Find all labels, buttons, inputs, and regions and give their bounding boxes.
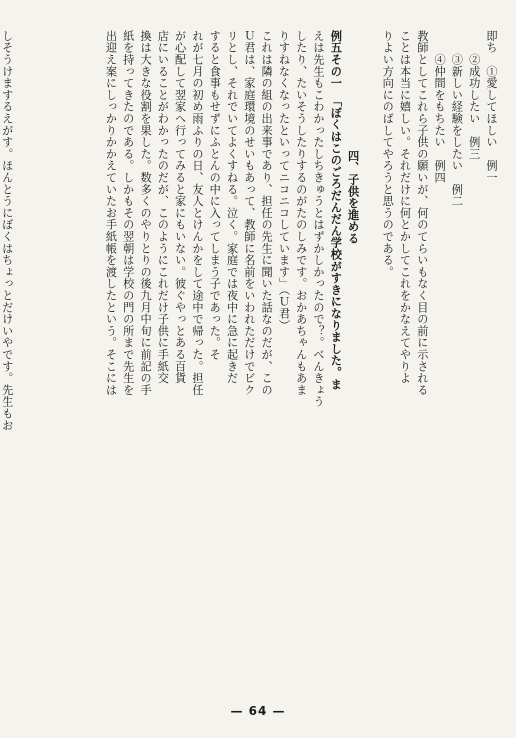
text-line: 紙を持ってきたのである。しかもその翌朝は学校の門の所まで先生を xyxy=(121,30,135,396)
vertical-text-body xyxy=(0,30,500,685)
text-line: したり、たいそうしたりするのがたのしみです。おかあちゃんもあま xyxy=(294,30,308,396)
text-line: 四、子供を進める xyxy=(346,150,361,245)
line-spacer xyxy=(50,30,67,685)
text-line: ②成功したい 例三 xyxy=(467,30,481,160)
text-line: 出迎え案にしっかりかかえていたお手紙帳を渡したという。そこには xyxy=(104,30,118,396)
text-line: これは隣の組の出来事であり、担任の先生に聞いた話なのだが、この xyxy=(260,30,274,396)
text-line: 例五その一 「ぼくはこのごろだんだん学校がすきになりました。ま xyxy=(329,30,344,391)
text-line: しそうけまするえがす。ほんとうにぼくはちょっとだけいやです。先生もお xyxy=(0,30,14,432)
text-line: 換は大きな役割を果した。数多くのやりとりの後九月中旬に前記の手 xyxy=(139,30,153,396)
page-number: — 64 — xyxy=(230,704,286,718)
text-line: 教師としてこれら子供の願いが、何のてらいもなく目の前に示される xyxy=(415,30,429,396)
line-spacer xyxy=(85,30,102,685)
text-line: すると食事もせずにふとんの中に入ってしまう子であった。そ xyxy=(208,30,222,361)
text-line: ③新しい経験をしたい 例二 xyxy=(450,30,464,207)
text-line: 即ち ①愛してほしい 例一 xyxy=(485,30,498,184)
line-spacer xyxy=(16,30,33,685)
line-spacer xyxy=(362,30,379,685)
text-line: リとし、それでいてよくすねる。泣く。家庭では夜中に急に起きだ xyxy=(225,30,239,384)
text-line: りすねなくなったといってニコニコしています」（Ｕ君） xyxy=(277,30,291,332)
text-line: ④仲間をもちたい 例四 xyxy=(433,30,447,184)
text-line: が心配して翌家へ行ってみると家にもいない。彼ぐやっとある百貨 xyxy=(173,30,187,384)
text-line: 店にいることがわかったのだが、このようにこれだけ子供に手紙交 xyxy=(156,30,170,384)
line-spacer xyxy=(33,30,50,685)
text-line: えは先生もこわかったしちきゅうとはずかしかったので？。べんきょう xyxy=(312,30,326,408)
text-line: ことは本当に嬉しい。それだけに何とかしてこれをかなえてやりよ xyxy=(398,30,412,384)
text-line: れが七月の初め雨ふりの日、友人とけんかをして途中で帰った。担任 xyxy=(190,30,204,396)
line-spacer xyxy=(68,30,85,685)
text-line: りよい方向にのばしてやろうと思うのである。 xyxy=(381,30,395,278)
text-line: Ｕ君は、家庭環境のせいもあって、教師に名前をいわれただけでビク xyxy=(242,30,256,396)
